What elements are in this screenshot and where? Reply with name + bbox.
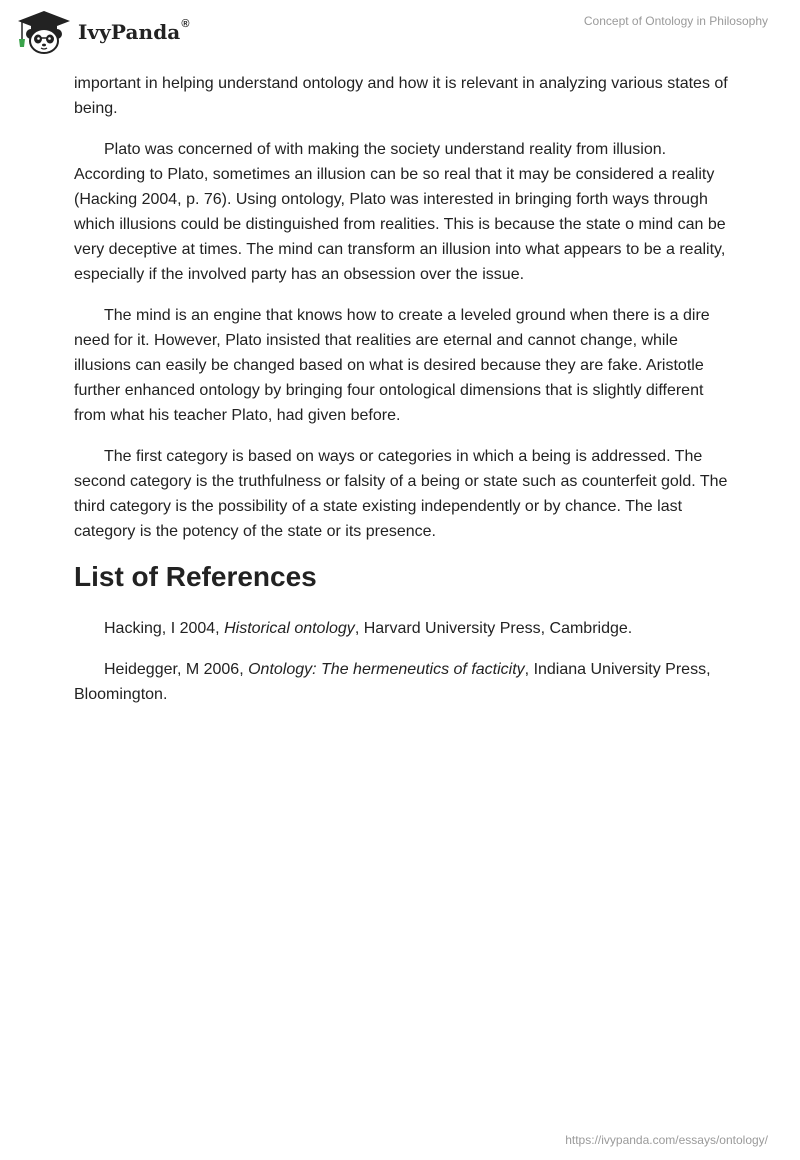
registered-mark: ® xyxy=(181,18,190,30)
reference-publisher: , Indiana University Press, Bloomington. xyxy=(74,661,711,703)
references-list xyxy=(74,616,734,707)
ivypanda-logo[interactable] xyxy=(14,9,189,55)
reference-author: Hacking, I 2004, xyxy=(104,620,225,637)
reference-author: Heidegger, M 2006, xyxy=(104,661,249,678)
essay-content xyxy=(74,71,734,723)
document-title: Concept of Ontology in Philosophy xyxy=(583,14,768,28)
reference-publisher: , Harvard University Press, Cambridge. xyxy=(354,620,633,637)
reference-title: Ontology: The hermeneutics of facticity xyxy=(248,661,525,678)
reference-title: Historical ontology xyxy=(224,620,355,637)
paragraph: The mind is an engine that knows how to create a leveled ground when there is a dire need for it. However, Plato insisted that realities are eternal and cannot change, while illusions can easily be changed based on what is desired because they are fake. Aristotle further enhanced ontology by bringing four ontological dimensions that is slightly different from what his teacher Plato, had given before. xyxy=(74,307,710,424)
reference-item xyxy=(74,657,734,707)
brand-name: IvyPanda xyxy=(78,20,181,44)
source-url[interactable]: https://ivypanda.com/essays/ontology/ xyxy=(565,1133,768,1147)
paragraph: Plato was concerned of with making the society understand reality from illusion. According to Plato, sometimes an illusion can be so real that it may be considered a reality (Hacking 2004, p. 76). Using ontology, Plato was interested in bringing forth ways through which illusions could be distinguished from realities. This is because the state o mind can be very deceptive at times. The mind can transform an illusion into what appears to be a reality, especially if the involved party has an obsession over the issue. xyxy=(74,141,726,283)
references-heading: List of References xyxy=(74,561,317,592)
reference-item xyxy=(74,616,734,641)
page-header xyxy=(0,0,800,70)
panda-graduate-icon xyxy=(14,9,74,55)
paragraph-continuation: important in helping understand ontology and how it is relevant in analyzing various states of being. xyxy=(74,75,728,117)
paragraph: The first category is based on ways or categories in which a being is addressed. The second category is the truthfulness or falsity of a being or state such as counterfeit gold. The third category is the possibility of a state existing independently or by chance. The last category is the potency of the state or its presence. xyxy=(74,448,728,540)
